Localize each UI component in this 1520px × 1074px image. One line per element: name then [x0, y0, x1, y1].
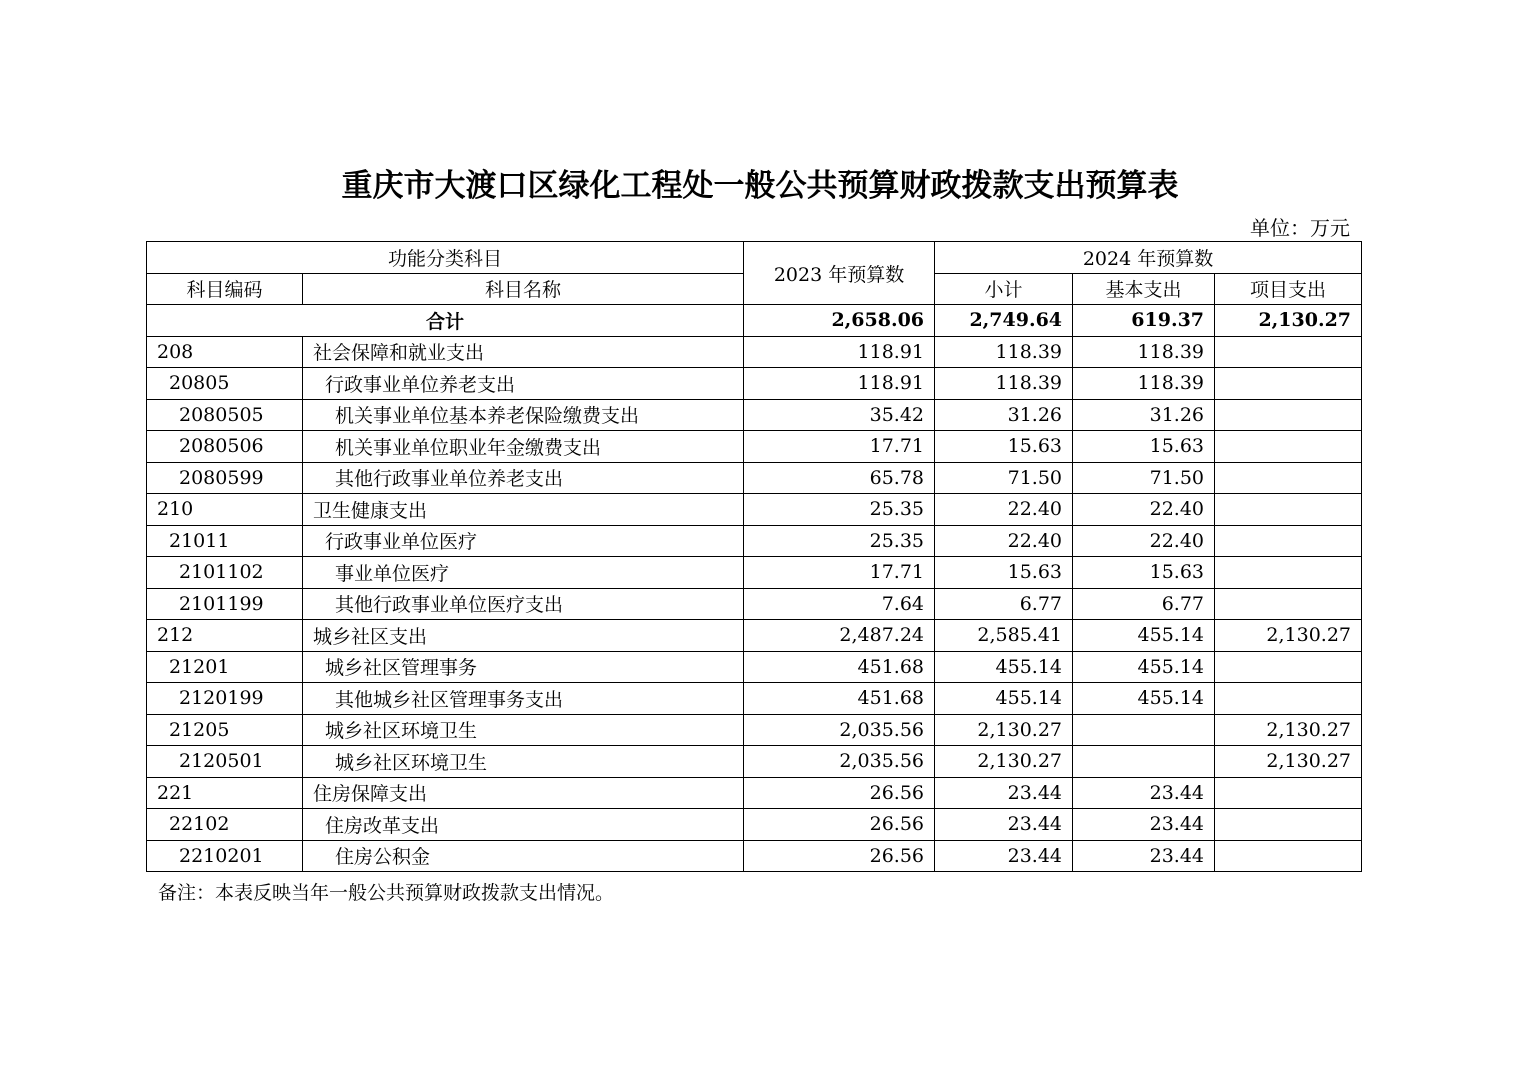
row-basic: 6.77: [1073, 588, 1215, 620]
row-name: 机关事业单位职业年金缴费支出: [303, 431, 744, 463]
row-name: 其他行政事业单位医疗支出: [303, 588, 744, 620]
row-name: 城乡社区管理事务: [303, 651, 744, 683]
total-label: 合计: [147, 305, 744, 337]
row-code: 2120199: [147, 683, 303, 715]
row-subtotal: 71.50: [935, 462, 1073, 494]
table-row: [147, 620, 1362, 652]
row-code: 2101199: [147, 588, 303, 620]
table-row: [147, 431, 1362, 463]
row-budget-2023: 17.71: [744, 431, 935, 463]
row-budget-2023: 65.78: [744, 462, 935, 494]
row-name: 机关事业单位基本养老保险缴费支出: [303, 399, 744, 431]
header-row-1: [147, 242, 1362, 274]
row-basic: 455.14: [1073, 651, 1215, 683]
total-subtotal: 2,749.64: [935, 305, 1073, 337]
row-subtotal: 6.77: [935, 588, 1073, 620]
row-basic: 23.44: [1073, 809, 1215, 841]
row-project: [1215, 525, 1362, 557]
row-project: [1215, 840, 1362, 872]
row-name: 社会保障和就业支出: [303, 336, 744, 368]
row-project: [1215, 651, 1362, 683]
row-code: 221: [147, 777, 303, 809]
row-budget-2023: 2,035.56: [744, 746, 935, 778]
row-name: 其他行政事业单位养老支出: [303, 462, 744, 494]
row-subtotal: 118.39: [935, 336, 1073, 368]
budget-table: [146, 241, 1362, 872]
row-budget-2023: 26.56: [744, 809, 935, 841]
row-code: 20805: [147, 368, 303, 400]
row-code: 210: [147, 494, 303, 526]
table-row: [147, 809, 1362, 841]
row-project: 2,130.27: [1215, 714, 1362, 746]
row-name: 事业单位医疗: [303, 557, 744, 589]
table-row: [147, 368, 1362, 400]
row-subtotal: 455.14: [935, 651, 1073, 683]
row-subtotal: 15.63: [935, 557, 1073, 589]
header-budget-2023: 2023 年预算数: [744, 242, 935, 305]
row-project: [1215, 368, 1362, 400]
row-subtotal: 22.40: [935, 525, 1073, 557]
row-name: 城乡社区支出: [303, 620, 744, 652]
row-project: [1215, 399, 1362, 431]
row-code: 2120501: [147, 746, 303, 778]
row-budget-2023: 35.42: [744, 399, 935, 431]
row-subtotal: 31.26: [935, 399, 1073, 431]
page-title: 重庆市大渡口区绿化工程处一般公共预算财政拨款支出预算表: [341, 168, 1179, 204]
header-basic: 基本支出: [1073, 273, 1215, 305]
row-code: 2080505: [147, 399, 303, 431]
row-project: 2,130.27: [1215, 620, 1362, 652]
row-basic: 22.40: [1073, 525, 1215, 557]
table-row: [147, 494, 1362, 526]
row-name: 卫生健康支出: [303, 494, 744, 526]
row-code: 21011: [147, 525, 303, 557]
row-budget-2023: 118.91: [744, 336, 935, 368]
row-budget-2023: 2,487.24: [744, 620, 935, 652]
row-budget-2023: 17.71: [744, 557, 935, 589]
row-name: 住房保障支出: [303, 777, 744, 809]
row-budget-2023: 26.56: [744, 840, 935, 872]
row-subtotal: 2,130.27: [935, 746, 1073, 778]
row-project: [1215, 336, 1362, 368]
row-project: 2,130.27: [1215, 746, 1362, 778]
row-name: 住房公积金: [303, 840, 744, 872]
row-project: [1215, 683, 1362, 715]
row-subtotal: 23.44: [935, 777, 1073, 809]
table-row: [147, 462, 1362, 494]
footnote: 备注：本表反映当年一般公共预算财政拨款支出情况。: [158, 882, 615, 904]
row-budget-2023: 7.64: [744, 588, 935, 620]
row-name: 其他城乡社区管理事务支出: [303, 683, 744, 715]
row-project: [1215, 809, 1362, 841]
row-basic: 15.63: [1073, 557, 1215, 589]
table-row: [147, 683, 1362, 715]
row-basic: 455.14: [1073, 683, 1215, 715]
row-budget-2023: 26.56: [744, 777, 935, 809]
row-basic: 118.39: [1073, 368, 1215, 400]
table-row: [147, 399, 1362, 431]
header-project: 项目支出: [1215, 273, 1362, 305]
header-subtotal: 小计: [935, 273, 1073, 305]
row-basic: 31.26: [1073, 399, 1215, 431]
row-basic: [1073, 746, 1215, 778]
row-subtotal: 2,585.41: [935, 620, 1073, 652]
row-budget-2023: 118.91: [744, 368, 935, 400]
header-name: 科目名称: [303, 273, 744, 305]
header-function-group: 功能分类科目: [147, 242, 744, 274]
row-basic: 118.39: [1073, 336, 1215, 368]
row-code: 212: [147, 620, 303, 652]
header-code: 科目编码: [147, 273, 303, 305]
row-name: 行政事业单位医疗: [303, 525, 744, 557]
row-subtotal: 15.63: [935, 431, 1073, 463]
table-row: [147, 651, 1362, 683]
row-code: 2101102: [147, 557, 303, 589]
row-subtotal: 23.44: [935, 809, 1073, 841]
row-code: 21201: [147, 651, 303, 683]
row-subtotal: 2,130.27: [935, 714, 1073, 746]
table-row: [147, 557, 1362, 589]
row-subtotal: 22.40: [935, 494, 1073, 526]
table-row: [147, 588, 1362, 620]
row-name: 城乡社区环境卫生: [303, 714, 744, 746]
row-name: 住房改革支出: [303, 809, 744, 841]
row-code: 2210201: [147, 840, 303, 872]
table-row: [147, 525, 1362, 557]
total-budget-2023: 2,658.06: [744, 305, 935, 337]
total-row: [147, 305, 1362, 337]
row-budget-2023: 25.35: [744, 494, 935, 526]
header-budget-2024: 2024 年预算数: [935, 242, 1362, 274]
row-basic: 455.14: [1073, 620, 1215, 652]
row-budget-2023: 451.68: [744, 651, 935, 683]
row-project: [1215, 462, 1362, 494]
row-basic: 23.44: [1073, 840, 1215, 872]
row-basic: 15.63: [1073, 431, 1215, 463]
row-basic: 23.44: [1073, 777, 1215, 809]
row-subtotal: 23.44: [935, 840, 1073, 872]
table-row: [147, 746, 1362, 778]
row-project: [1215, 588, 1362, 620]
table-row: [147, 840, 1362, 872]
row-name: 城乡社区环境卫生: [303, 746, 744, 778]
row-subtotal: 455.14: [935, 683, 1073, 715]
row-budget-2023: 25.35: [744, 525, 935, 557]
total-basic: 619.37: [1073, 305, 1215, 337]
row-budget-2023: 451.68: [744, 683, 935, 715]
row-project: [1215, 431, 1362, 463]
row-project: [1215, 557, 1362, 589]
row-code: 22102: [147, 809, 303, 841]
table-row: [147, 777, 1362, 809]
row-project: [1215, 777, 1362, 809]
row-subtotal: 118.39: [935, 368, 1073, 400]
row-budget-2023: 2,035.56: [744, 714, 935, 746]
row-project: [1215, 494, 1362, 526]
row-code: 2080599: [147, 462, 303, 494]
row-basic: [1073, 714, 1215, 746]
row-code: 208: [147, 336, 303, 368]
row-code: 2080506: [147, 431, 303, 463]
row-code: 21205: [147, 714, 303, 746]
table-row: [147, 336, 1362, 368]
row-basic: 22.40: [1073, 494, 1215, 526]
unit-label: 单位：万元: [1250, 216, 1350, 240]
row-basic: 71.50: [1073, 462, 1215, 494]
total-project: 2,130.27: [1215, 305, 1362, 337]
table-row: [147, 714, 1362, 746]
row-name: 行政事业单位养老支出: [303, 368, 744, 400]
